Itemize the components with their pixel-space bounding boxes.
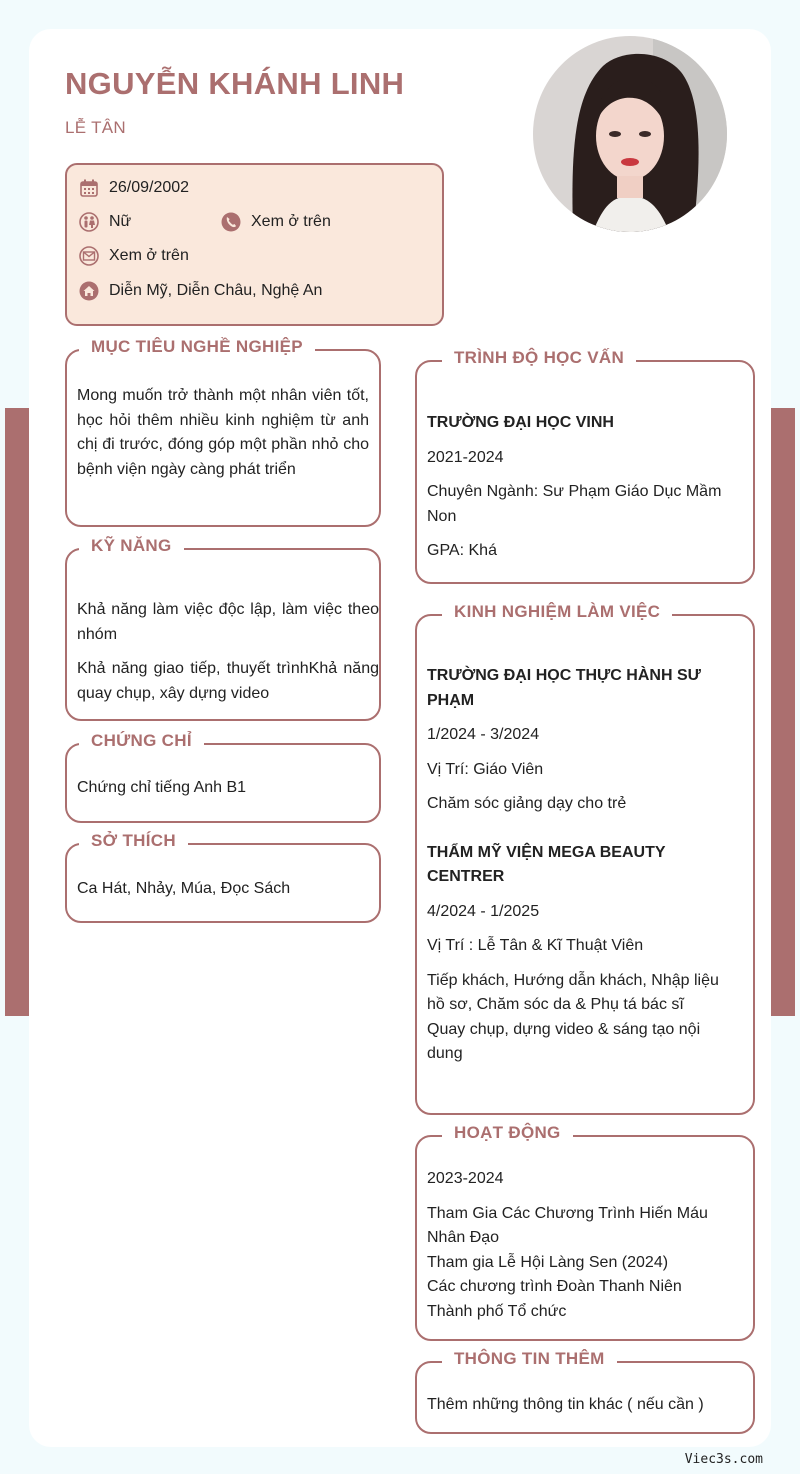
job-company: TRƯỜNG ĐẠI HỌC THỰC HÀNH SƯ PHẠM bbox=[427, 667, 701, 709]
phone-value: Xem ở trên bbox=[251, 213, 331, 230]
additional-info-text: Thêm những thông tin khác ( nếu cần ) bbox=[427, 1396, 704, 1413]
hobbies-title: SỞ THÍCH bbox=[79, 831, 188, 851]
job-description: Tiếp khách, Hướng dẫn khách, Nhập liệu hồ sơ, Chăm sóc da & Phụ tá bác sĩ bbox=[427, 971, 719, 1013]
activities-section bbox=[415, 1123, 755, 1341]
gender-icon bbox=[79, 212, 99, 232]
calendar-icon bbox=[79, 178, 99, 198]
candidate-name: NGUYỄN KHÁNH LINH bbox=[65, 66, 405, 101]
skill-item: Khả năng giao tiếp, thuyết trìnhKhả năng quay chụp, xây dựng video bbox=[77, 660, 379, 702]
objective-section bbox=[65, 337, 381, 527]
education-major: Chuyên Ngành: Sư Phạm Giáo Dục Mầm Non bbox=[427, 483, 722, 525]
objective-text: Mong muốn trở thành một nhân viên tốt, học hỏi thêm nhiều kinh nghiệm từ anh chị đi trước, đóng góp một phần nhỏ cho bệnh viện ngày càng phát triển bbox=[77, 387, 369, 478]
skills-section bbox=[65, 536, 381, 721]
certificates-text: Chứng chỉ tiếng Anh B1 bbox=[77, 779, 247, 796]
activity-item: Tham gia Lễ Hội Làng Sen (2024) bbox=[427, 1253, 669, 1271]
job-position: Vị Trí: Giáo Viên bbox=[427, 760, 544, 778]
education-gpa: GPA: Khá bbox=[427, 542, 497, 559]
job-company: THẨM MỸ VIỆN MEGA BEAUTY CENTRER bbox=[427, 843, 666, 885]
experience-title: KINH NGHIỆM LÀM VIỆC bbox=[442, 602, 672, 622]
dob-value: 26/09/2002 bbox=[109, 179, 190, 196]
job-description: Quay chụp, dựng video & sáng tạo nội dung bbox=[427, 1020, 701, 1062]
phone-row bbox=[221, 212, 331, 232]
certificates-title: CHỨNG CHỈ bbox=[79, 731, 204, 751]
right-side-stripe bbox=[771, 408, 795, 1016]
candidate-role: LỄ TÂN bbox=[65, 118, 127, 137]
skills-title: KỸ NĂNG bbox=[79, 536, 184, 556]
education-section bbox=[415, 348, 755, 584]
dob-row bbox=[79, 178, 189, 198]
education-school: TRƯỜNG ĐẠI HỌC VINH bbox=[427, 414, 614, 431]
contact-info-box bbox=[65, 163, 444, 326]
additional-info-title: THÔNG TIN THÊM bbox=[442, 1349, 617, 1369]
left-side-stripe bbox=[5, 408, 29, 1016]
objective-title: MỤC TIÊU NGHỀ NGHIỆP bbox=[79, 337, 315, 357]
education-period: 2021-2024 bbox=[427, 448, 504, 466]
job-description: Chăm sóc giảng dạy cho trẻ bbox=[427, 795, 627, 812]
certificates-section bbox=[65, 731, 381, 823]
address-value: Diễn Mỹ, Diễn Châu, Nghệ An bbox=[109, 282, 323, 299]
email-value: Xem ở trên bbox=[109, 247, 189, 264]
gender-row bbox=[79, 212, 131, 232]
hobbies-section bbox=[65, 831, 381, 923]
skill-item: Khả năng làm việc độc lập, làm việc theo nhóm bbox=[77, 601, 379, 643]
activity-item: Các chương trình Đoàn Thanh Niên Thành phố Tổ chức bbox=[427, 1278, 682, 1320]
email-icon bbox=[79, 246, 99, 266]
watermark: Viec3s.com bbox=[684, 1452, 763, 1467]
job-period: 1/2024 - 3/2024 bbox=[427, 726, 540, 743]
education-title: TRÌNH ĐỘ HỌC VẤN bbox=[442, 348, 636, 368]
email-row bbox=[79, 246, 189, 266]
job-position: Vị Trí : Lễ Tân & Kĩ Thuật Viên bbox=[427, 937, 644, 954]
home-icon bbox=[79, 281, 99, 301]
job-period: 4/2024 - 1/2025 bbox=[427, 902, 540, 920]
activities-period: 2023-2024 bbox=[427, 1170, 504, 1187]
hobbies-text: Ca Hát, Nhảy, Múa, Đọc Sách bbox=[77, 880, 291, 897]
activity-item: Tham Gia Các Chương Trình Hiến Máu Nhân Đạo bbox=[427, 1204, 708, 1246]
address-row bbox=[79, 281, 322, 301]
gender-value: Nữ bbox=[109, 213, 132, 230]
additional-info-section bbox=[415, 1349, 755, 1434]
avatar bbox=[533, 36, 727, 232]
activities-title: HOẠT ĐỘNG bbox=[442, 1123, 573, 1143]
experience-section bbox=[415, 602, 755, 1115]
phone-icon bbox=[221, 212, 241, 232]
